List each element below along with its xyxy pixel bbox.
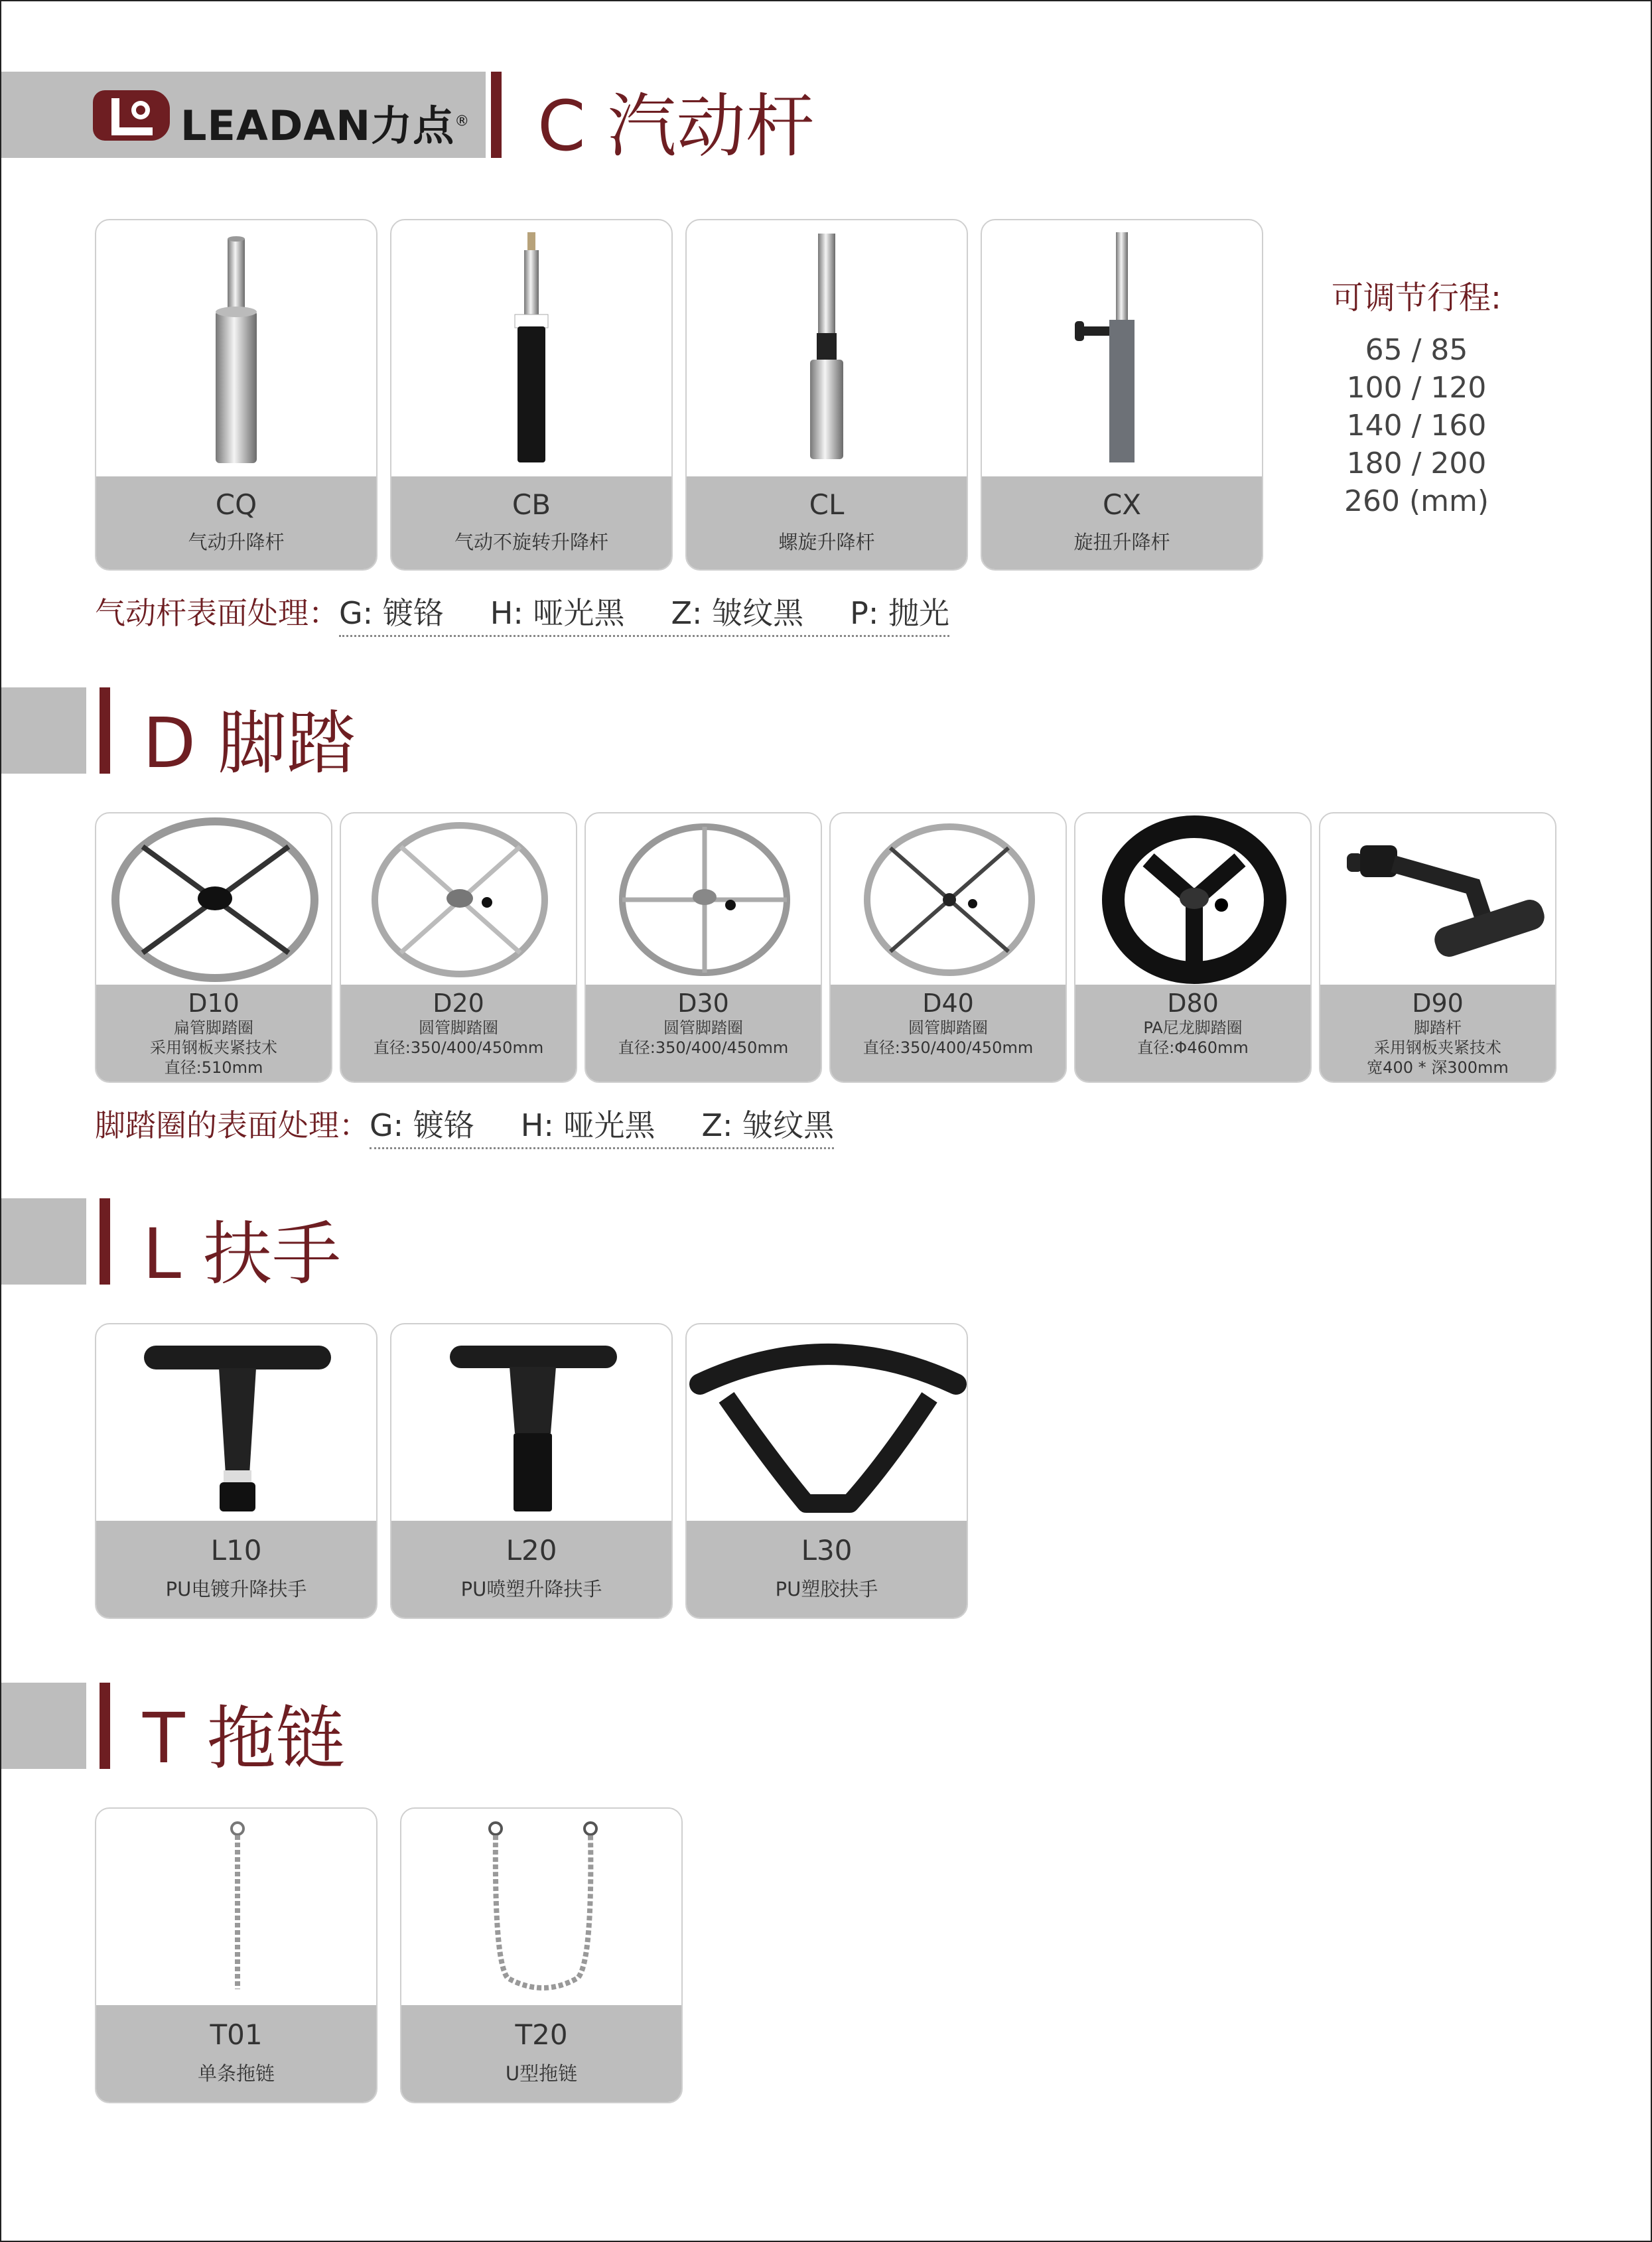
product-code: D20 <box>433 989 484 1018</box>
section-l-rule <box>100 1198 110 1285</box>
stroke-info <box>1300 272 1533 520</box>
product-desc: 气动不旋转升降杆 <box>454 531 608 553</box>
product-card-cq[interactable] <box>95 219 378 571</box>
finish-label: 脚踏圈的表面处理： <box>95 1107 370 1143</box>
product-card-d20[interactable] <box>340 812 577 1083</box>
footrest-bar-d90-icon <box>1320 813 1556 986</box>
product-card-t01[interactable] <box>95 1807 378 2103</box>
gas-lift-cx-icon <box>982 220 1263 479</box>
chain-single-icon <box>96 1809 378 2008</box>
product-desc: 采用钢板夹紧技术 <box>1374 1038 1501 1057</box>
finish-option: G: 镀铬 <box>339 595 444 631</box>
product-code: T01 <box>210 2018 263 2051</box>
stroke-value: 260 (mm) <box>1343 484 1489 518</box>
product-card-l20[interactable] <box>390 1323 673 1619</box>
product-desc: 直径:350/400/450mm <box>618 1038 789 1057</box>
product-desc: 脚踏杆 <box>1414 1018 1462 1037</box>
product-card-l10[interactable] <box>95 1323 378 1619</box>
footring-d10-icon <box>96 813 332 986</box>
finish-option: H: 哑光黑 <box>520 1107 655 1143</box>
finish-option: Z: 皱纹黑 <box>671 595 804 631</box>
product-desc: 直径:350/400/450mm <box>373 1038 544 1057</box>
product-desc: 螺旋升降杆 <box>778 531 875 553</box>
armrest-l20-icon <box>391 1324 673 1523</box>
gas-lift-finish-row <box>95 589 949 633</box>
product-code: D40 <box>922 989 974 1018</box>
gas-lift-cb-icon <box>391 220 673 479</box>
section-t-rule <box>100 1683 110 1769</box>
armrest-l10-icon <box>96 1324 378 1523</box>
product-desc: 采用钢板夹紧技术 <box>150 1038 277 1057</box>
stroke-value: 65 / 85 <box>1365 333 1468 367</box>
product-desc: 圆管脚踏圈 <box>419 1018 498 1037</box>
stroke-value: 140 / 160 <box>1346 409 1487 443</box>
product-code: CX <box>1102 488 1142 521</box>
product-desc: 直径:Φ460mm <box>1137 1038 1249 1057</box>
product-card-d80[interactable] <box>1074 812 1312 1083</box>
armrest-l30-icon <box>687 1324 968 1523</box>
product-card-d90[interactable] <box>1319 812 1556 1083</box>
product-code: CL <box>809 488 845 521</box>
section-l-bar <box>1 1198 86 1285</box>
product-code: L10 <box>210 1534 262 1567</box>
section-c-title: C 汽动杆 <box>537 86 815 167</box>
section-d-bar <box>1 687 86 774</box>
product-code: D80 <box>1167 989 1219 1018</box>
product-desc: 直径:350/400/450mm <box>862 1038 1034 1057</box>
product-desc: PU喷塑升降扶手 <box>460 1578 602 1600</box>
product-card-cl[interactable] <box>685 219 968 571</box>
section-c-rule <box>491 72 502 158</box>
product-card-l30[interactable] <box>685 1323 968 1619</box>
gas-lift-cl-icon <box>687 220 968 479</box>
finish-option: Z: 皱纹黑 <box>701 1107 835 1143</box>
product-card-d40[interactable] <box>829 812 1067 1083</box>
product-desc: 圆管脚踏圈 <box>908 1018 988 1037</box>
section-l-title: L 扶手 <box>143 1214 342 1295</box>
section-d-title: D 脚踏 <box>143 703 356 784</box>
stroke-value: 100 / 120 <box>1346 371 1487 405</box>
product-desc: 直径:510mm <box>164 1058 263 1077</box>
product-desc: PA尼龙脚踏圈 <box>1143 1018 1243 1037</box>
product-card-cb[interactable] <box>390 219 673 571</box>
footring-d30-icon <box>586 813 822 986</box>
stroke-title: 可调节行程: <box>1331 279 1502 316</box>
leadan-logo-icon <box>92 84 171 147</box>
section-d-rule <box>100 687 110 774</box>
product-desc: 圆管脚踏圈 <box>663 1018 743 1037</box>
chain-u-shape-icon <box>401 1809 683 2008</box>
footring-d20-icon <box>341 813 577 986</box>
product-code: CB <box>512 488 551 521</box>
gas-lift-cq-icon <box>96 220 378 479</box>
product-card-t20[interactable] <box>400 1807 683 2103</box>
stroke-value: 180 / 200 <box>1346 447 1487 480</box>
product-code: D10 <box>188 989 240 1018</box>
finish-option: G: 镀铬 <box>370 1107 474 1143</box>
product-desc: 气动升降杆 <box>188 531 285 553</box>
product-code: D90 <box>1412 989 1464 1018</box>
finish-option: H: 哑光黑 <box>490 595 625 631</box>
product-code: L30 <box>801 1534 853 1567</box>
finish-label: 气动杆表面处理： <box>95 595 339 631</box>
product-code: T20 <box>515 2018 568 2051</box>
product-desc: U型拖链 <box>505 2062 578 2085</box>
footring-finish-row <box>95 1101 834 1145</box>
product-code: D30 <box>677 989 729 1018</box>
section-t-bar <box>1 1683 86 1769</box>
brand-name: LEADAN力点® <box>180 102 470 150</box>
section-t-title: T 拖链 <box>143 1698 345 1779</box>
product-desc: 扁管脚踏圈 <box>174 1018 253 1037</box>
finish-option: P: 抛光 <box>850 595 949 631</box>
product-desc: PU塑胶扶手 <box>775 1578 878 1600</box>
product-card-cx[interactable] <box>981 219 1263 571</box>
product-desc: PU电镀升降扶手 <box>165 1578 307 1600</box>
product-desc: 宽400 * 深300mm <box>1367 1058 1509 1077</box>
product-desc: 旋扭升降杆 <box>1073 531 1170 553</box>
footring-d80-icon <box>1075 813 1312 986</box>
product-code: L20 <box>506 1534 557 1567</box>
product-card-d10[interactable] <box>95 812 332 1083</box>
product-desc: 单条拖链 <box>197 2062 275 2085</box>
product-code: CQ <box>215 488 257 521</box>
footring-d40-icon <box>831 813 1067 986</box>
product-card-d30[interactable] <box>585 812 822 1083</box>
